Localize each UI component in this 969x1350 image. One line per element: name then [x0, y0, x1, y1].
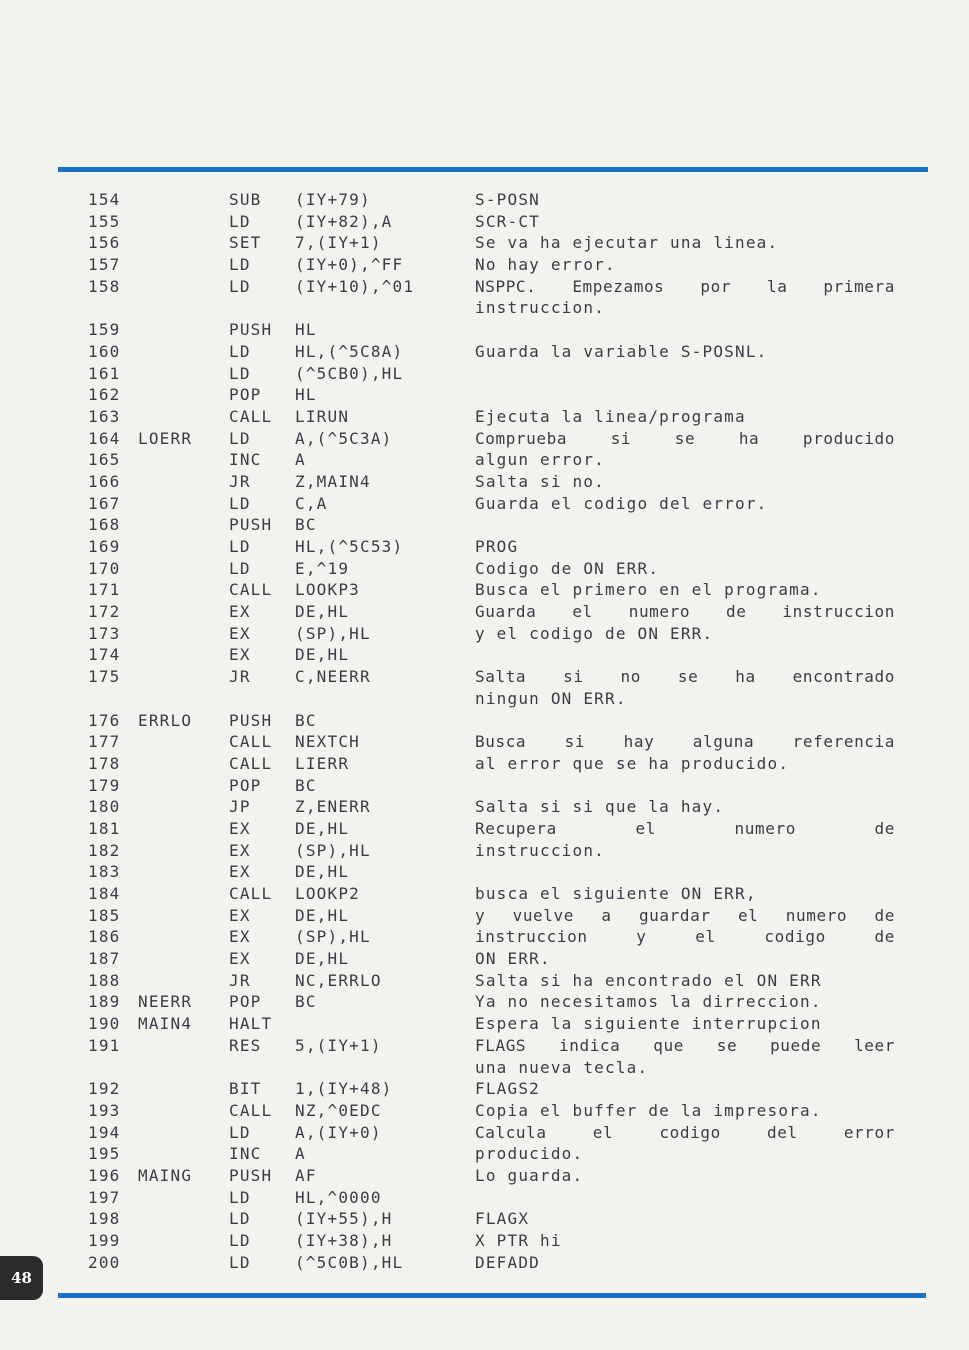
- line-operand: BC: [295, 992, 317, 1012]
- line-opcode: LD: [229, 1122, 251, 1142]
- line-comment: Espera la siguiente interrupcion: [475, 1014, 822, 1034]
- line-comment: una nueva tecla.: [475, 1057, 649, 1077]
- listing-line: [0, 926, 969, 948]
- listing-line: [0, 579, 969, 601]
- line-number: 178: [88, 753, 121, 773]
- line-number: 177: [88, 732, 121, 752]
- line-number: 171: [88, 580, 121, 600]
- line-number: 164: [88, 428, 121, 448]
- line-comment: X PTR hi: [475, 1231, 562, 1250]
- line-opcode: SET: [229, 233, 262, 253]
- line-number: 176: [88, 710, 121, 730]
- assembly-listing: [0, 189, 969, 1273]
- line-operand: DE,HL: [295, 818, 350, 838]
- line-comment: SCR-CT: [475, 211, 540, 231]
- line-opcode: JP: [229, 797, 251, 817]
- line-number: 169: [88, 537, 121, 556]
- line-comment: Recupera el numero de: [475, 818, 895, 838]
- listing-line: [0, 1078, 969, 1100]
- line-comment: algun error.: [475, 450, 605, 470]
- line-comment: ningun ON ERR.: [475, 688, 627, 708]
- listing-line: [0, 905, 969, 927]
- line-number: 186: [88, 927, 121, 947]
- line-comment: Ejecuta la linea/programa: [475, 406, 746, 426]
- line-opcode: EX: [229, 623, 251, 643]
- listing-line: [0, 449, 969, 471]
- line-number: 199: [88, 1231, 121, 1250]
- line-opcode: LD: [229, 1252, 251, 1272]
- line-operand: DE,HL: [295, 949, 350, 969]
- line-number: 166: [88, 471, 121, 491]
- line-operand: C,A: [295, 493, 328, 513]
- line-number: 196: [88, 1165, 121, 1185]
- line-operand: Z,ENERR: [295, 797, 371, 817]
- line-opcode: EX: [229, 840, 251, 860]
- line-number: 160: [88, 341, 121, 361]
- listing-line: [0, 775, 969, 797]
- line-operand: HL: [295, 385, 317, 405]
- listing-line: [0, 1100, 969, 1122]
- line-operand: 7,(IY+1): [295, 233, 382, 253]
- line-operand: HL,(^5C53): [295, 537, 404, 556]
- line-number: 168: [88, 515, 121, 535]
- listing-line: [0, 1057, 969, 1079]
- top-rule: [58, 167, 928, 172]
- line-operand: (IY+10),^01: [295, 276, 415, 296]
- line-operand: LOOKP2: [295, 884, 360, 903]
- line-opcode: LD: [229, 255, 251, 275]
- listing-line: [0, 1252, 969, 1274]
- line-comment: instruccion.: [475, 298, 605, 318]
- line-opcode: LD: [229, 1209, 251, 1229]
- line-number: 189: [88, 992, 121, 1012]
- listing-line: [0, 406, 969, 428]
- line-comment: Guarda el numero de instruccion: [475, 602, 895, 622]
- listing-line: [0, 861, 969, 883]
- line-comment: S-POSN: [475, 190, 540, 209]
- line-comment: producido.: [475, 1144, 584, 1164]
- line-number: 184: [88, 884, 121, 903]
- listing-line: [0, 189, 969, 211]
- line-operand: NEXTCH: [295, 732, 360, 752]
- page-number-tab: [0, 1256, 43, 1300]
- line-operand: A: [295, 450, 306, 470]
- line-opcode: LD: [229, 211, 251, 231]
- listing-line: [0, 1208, 969, 1230]
- line-operand: E,^19: [295, 558, 350, 578]
- line-opcode: RES: [229, 1035, 262, 1055]
- line-opcode: LD: [229, 493, 251, 513]
- line-operand: (IY+55),H: [295, 1209, 393, 1229]
- line-opcode: POP: [229, 385, 262, 405]
- line-opcode: EX: [229, 645, 251, 665]
- line-number: 195: [88, 1144, 121, 1164]
- line-opcode: CALL: [229, 753, 273, 773]
- line-operand: BC: [295, 710, 317, 730]
- line-number: 156: [88, 233, 121, 253]
- listing-line: [0, 818, 969, 840]
- listing-line: [0, 1122, 969, 1144]
- line-opcode: EX: [229, 862, 251, 882]
- line-opcode: CALL: [229, 884, 273, 903]
- line-opcode: POP: [229, 775, 262, 795]
- line-operand: HL,(^5C8A): [295, 341, 404, 361]
- line-number: 192: [88, 1079, 121, 1099]
- line-operand: (IY+79): [295, 190, 371, 209]
- line-opcode: EX: [229, 927, 251, 947]
- line-opcode: EX: [229, 905, 251, 925]
- line-comment: No hay error.: [475, 255, 616, 275]
- line-label: MAIN4: [138, 1014, 193, 1034]
- line-number: 175: [88, 667, 121, 687]
- line-comment: FLAGX: [475, 1209, 530, 1229]
- line-comment: Copia el buffer de la impresora.: [475, 1100, 822, 1120]
- line-opcode: JR: [229, 471, 251, 491]
- line-number: 191: [88, 1035, 121, 1055]
- line-label: LOERR: [138, 428, 193, 448]
- line-operand: BC: [295, 775, 317, 795]
- line-operand: (IY+82),A: [295, 211, 393, 231]
- line-number: 188: [88, 970, 121, 990]
- line-opcode: LD: [229, 428, 251, 448]
- line-number: 167: [88, 493, 121, 513]
- line-operand: LIERR: [295, 753, 350, 773]
- line-comment: Guarda la variable S-POSNL.: [475, 341, 768, 361]
- line-number: 165: [88, 450, 121, 470]
- line-operand: Z,MAIN4: [295, 471, 371, 491]
- line-comment: Busca el primero en el programa.: [475, 580, 822, 600]
- line-number: 163: [88, 406, 121, 426]
- line-operand: A,(IY+0): [295, 1122, 382, 1142]
- line-opcode: LD: [229, 341, 251, 361]
- listing-line: [0, 297, 969, 319]
- listing-line: [0, 601, 969, 623]
- listing-line: [0, 254, 969, 276]
- line-operand: 5,(IY+1): [295, 1035, 382, 1055]
- line-number: 182: [88, 840, 121, 860]
- line-operand: NZ,^0EDC: [295, 1100, 382, 1120]
- line-opcode: JR: [229, 970, 251, 990]
- line-number: 155: [88, 211, 121, 231]
- line-operand: (SP),HL: [295, 840, 371, 860]
- listing-line: [0, 341, 969, 363]
- line-comment: y el codigo de ON ERR.: [475, 623, 714, 643]
- listing-line: [0, 558, 969, 580]
- listing-line: [0, 1143, 969, 1165]
- line-opcode: SUB: [229, 190, 262, 209]
- line-number: 172: [88, 602, 121, 622]
- line-comment: Busca si hay alguna referencia: [475, 732, 895, 752]
- line-comment: Salta si si que la hay.: [475, 797, 725, 817]
- line-comment: y vuelve a guardar el numero de: [475, 905, 895, 925]
- line-operand: C,NEERR: [295, 667, 371, 687]
- line-operand: 1,(IY+48): [295, 1079, 393, 1099]
- line-opcode: PUSH: [229, 1165, 273, 1185]
- line-opcode: HALT: [229, 1014, 273, 1034]
- listing-line: [0, 883, 969, 905]
- line-number: 180: [88, 797, 121, 817]
- listing-line: [0, 796, 969, 818]
- listing-line: [0, 731, 969, 753]
- listing-line: [0, 536, 969, 558]
- line-number: 194: [88, 1122, 121, 1142]
- line-number: 170: [88, 558, 121, 578]
- line-operand: HL: [295, 320, 317, 340]
- line-opcode: LD: [229, 1187, 251, 1207]
- line-number: 193: [88, 1100, 121, 1120]
- line-operand: (^5C0B),HL: [295, 1252, 404, 1272]
- line-number: 198: [88, 1209, 121, 1229]
- line-number: 187: [88, 949, 121, 969]
- line-operand: (SP),HL: [295, 623, 371, 643]
- line-number: 174: [88, 645, 121, 665]
- listing-line: [0, 384, 969, 406]
- line-comment: Salta si ha encontrado el ON ERR: [475, 970, 822, 990]
- line-number: 161: [88, 363, 121, 383]
- line-number: 200: [88, 1252, 121, 1272]
- line-opcode: LD: [229, 1231, 251, 1250]
- line-opcode: JR: [229, 667, 251, 687]
- line-opcode: POP: [229, 992, 262, 1012]
- listing-line: [0, 710, 969, 732]
- line-number: 197: [88, 1187, 121, 1207]
- line-comment: instruccion.: [475, 840, 605, 860]
- line-opcode: EX: [229, 818, 251, 838]
- listing-line: [0, 1035, 969, 1057]
- line-label: ERRLO: [138, 710, 193, 730]
- line-number: 181: [88, 818, 121, 838]
- listing-line: [0, 1187, 969, 1209]
- line-comment: Se va ha ejecutar una linea.: [475, 233, 779, 253]
- line-operand: DE,HL: [295, 862, 350, 882]
- line-comment: Ya no necesitamos la dirreccion.: [475, 992, 822, 1012]
- line-operand: BC: [295, 515, 317, 535]
- line-opcode: LD: [229, 537, 251, 556]
- listing-line: [0, 363, 969, 385]
- listing-line: [0, 688, 969, 710]
- line-number: 158: [88, 276, 121, 296]
- line-operand: HL,^0000: [295, 1187, 382, 1207]
- line-opcode: CALL: [229, 406, 273, 426]
- line-number: 162: [88, 385, 121, 405]
- listing-line: [0, 991, 969, 1013]
- line-opcode: LD: [229, 363, 251, 383]
- line-comment: Guarda el codigo del error.: [475, 493, 768, 513]
- line-operand: DE,HL: [295, 905, 350, 925]
- line-opcode: PUSH: [229, 515, 273, 535]
- line-comment: FLAGS2: [475, 1079, 540, 1099]
- line-opcode: CALL: [229, 580, 273, 600]
- line-label: MAING: [138, 1165, 193, 1185]
- line-comment: instruccion y el codigo de: [475, 927, 895, 947]
- listing-line: [0, 948, 969, 970]
- line-comment: Calcula el codigo del error: [475, 1122, 895, 1142]
- line-comment: Salta si no.: [475, 471, 605, 491]
- line-opcode: PUSH: [229, 710, 273, 730]
- listing-line: [0, 1013, 969, 1035]
- listing-line: [0, 211, 969, 233]
- listing-line: [0, 514, 969, 536]
- line-operand: A: [295, 1144, 306, 1164]
- line-operand: DE,HL: [295, 645, 350, 665]
- line-comment: PROG: [475, 537, 519, 556]
- line-number: 190: [88, 1014, 121, 1034]
- bottom-rule: [58, 1293, 926, 1298]
- page-number: 48: [11, 1269, 32, 1287]
- line-operand: (IY+38),H: [295, 1231, 393, 1250]
- line-comment: DEFADD: [475, 1252, 540, 1272]
- line-operand: DE,HL: [295, 602, 350, 622]
- line-comment: Codigo de ON ERR.: [475, 558, 660, 578]
- listing-line: [0, 319, 969, 341]
- line-opcode: PUSH: [229, 320, 273, 340]
- line-number: 179: [88, 775, 121, 795]
- line-comment: FLAGS indica que se puede leer: [475, 1035, 895, 1055]
- listing-line: [0, 428, 969, 450]
- line-number: 183: [88, 862, 121, 882]
- line-label: NEERR: [138, 992, 193, 1012]
- line-operand: (IY+0),^FF: [295, 255, 404, 275]
- line-comment: busca el siguiente ON ERR,: [475, 884, 757, 903]
- line-operand: LIRUN: [295, 406, 350, 426]
- line-operand: LOOKP3: [295, 580, 360, 600]
- listing-line: [0, 493, 969, 515]
- line-opcode: INC: [229, 450, 262, 470]
- line-comment: NSPPC. Empezamos por la primera: [475, 276, 895, 296]
- line-opcode: LD: [229, 276, 251, 296]
- line-comment: Salta si no se ha encontrado: [475, 667, 895, 687]
- line-number: 159: [88, 320, 121, 340]
- line-operand: A,(^5C3A): [295, 428, 393, 448]
- line-number: 157: [88, 255, 121, 275]
- listing-line: [0, 666, 969, 688]
- line-opcode: LD: [229, 558, 251, 578]
- line-operand: NC,ERRLO: [295, 970, 382, 990]
- listing-line: [0, 753, 969, 775]
- line-comment: al error que se ha producido.: [475, 753, 790, 773]
- listing-line: [0, 1165, 969, 1187]
- listing-line: [0, 840, 969, 862]
- listing-line: [0, 644, 969, 666]
- line-operand: (^5CB0),HL: [295, 363, 404, 383]
- line-opcode: EX: [229, 949, 251, 969]
- line-opcode: INC: [229, 1144, 262, 1164]
- line-number: 173: [88, 623, 121, 643]
- listing-line: [0, 276, 969, 298]
- line-opcode: CALL: [229, 732, 273, 752]
- line-opcode: CALL: [229, 1100, 273, 1120]
- line-comment: Lo guarda.: [475, 1165, 584, 1185]
- line-opcode: EX: [229, 602, 251, 622]
- listing-line: [0, 232, 969, 254]
- line-opcode: BIT: [229, 1079, 262, 1099]
- line-number: 185: [88, 905, 121, 925]
- line-operand: (SP),HL: [295, 927, 371, 947]
- listing-line: [0, 471, 969, 493]
- line-operand: AF: [295, 1165, 317, 1185]
- listing-line: [0, 623, 969, 645]
- line-number: 154: [88, 190, 121, 209]
- line-comment: ON ERR.: [475, 949, 551, 969]
- listing-line: [0, 1230, 969, 1252]
- line-comment: Comprueba si se ha producido: [475, 428, 895, 448]
- listing-line: [0, 970, 969, 992]
